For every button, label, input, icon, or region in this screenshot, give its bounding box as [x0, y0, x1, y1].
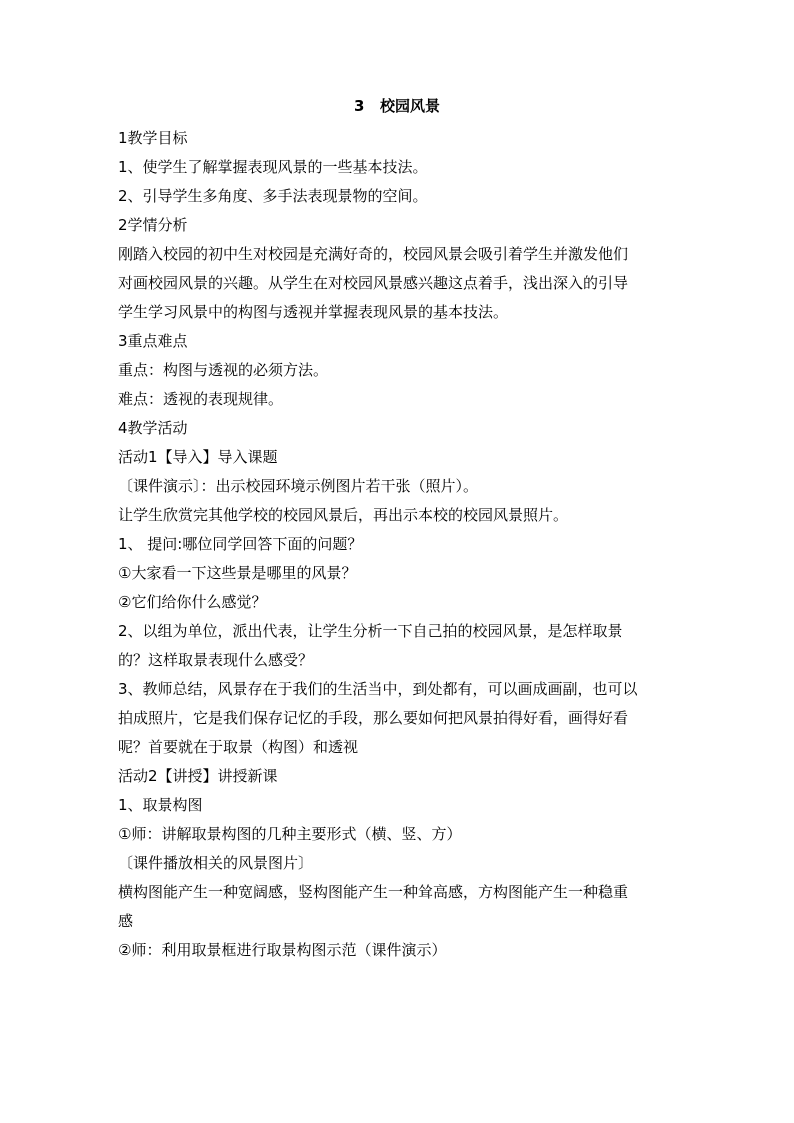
paragraph-line: 2、以组为单位，派出代表，让学生分析一下自己拍的校园风景，是怎样取景	[118, 622, 623, 640]
section-heading-activities: 4教学活动	[118, 419, 188, 437]
paragraph-line: 对画校园风景的兴趣。从学生在对校园风景感兴趣这点着手，浅出深入的引导	[118, 274, 629, 292]
document-body	[118, 124, 678, 965]
paragraph-line: 让学生欣赏完其他学校的校园风景后，再出示本校的校园风景照片。	[118, 506, 569, 524]
paragraph-line: 的？这样取景表现什么感受？	[118, 651, 314, 669]
paragraph-line: 呢？首要就在于取景（构图）和透视	[118, 738, 359, 756]
paragraph-line: 拍成照片，它是我们保存记忆的手段，那么要如何把风景拍得好看，画得好看	[118, 709, 629, 727]
paragraph-line: 感	[118, 912, 134, 930]
paragraph-line: 3、教师总结，风景存在于我们的生活当中，到处都有，可以画成画副，也可以	[118, 680, 638, 698]
paragraph-line: 难点：透视的表现规律。	[118, 390, 284, 408]
paragraph-line: 重点：构图与透视的必须方法。	[118, 361, 329, 379]
activity-heading: 活动1【导入】导入课题	[118, 448, 278, 466]
paragraph-line: ②师：利用取景框进行取景构图示范（课件演示）	[118, 941, 447, 959]
section-heading-key-points: 3重点难点	[118, 332, 188, 350]
paragraph-line: 〔课件播放相关的风景图片〕	[118, 854, 314, 872]
paragraph-line: 1、使学生了解掌握表现风景的一些基本技法。	[118, 158, 428, 176]
paragraph-line: 1、 提问:哪位同学回答下面的问题？	[118, 535, 363, 553]
document-title: 3 校园风景	[353, 97, 441, 115]
paragraph-line: ①大家看一下这些景是哪里的风景？	[118, 564, 357, 582]
paragraph-line: ②它们给你什么感觉？	[118, 593, 267, 611]
activity-heading: 活动2【讲授】讲授新课	[118, 767, 278, 785]
paragraph-line: 刚踏入校园的初中生对校园是充满好奇的，校园风景会吸引着学生并激发他们	[118, 245, 629, 263]
section-heading-analysis: 2学情分析	[118, 216, 188, 234]
paragraph-line: 横构图能产生一种宽阔感，竖构图能产生一种耸高感，方构图能产生一种稳重	[118, 883, 629, 901]
paragraph-line: 学生学习风景中的构图与透视并掌握表现风景的基本技法。	[118, 303, 509, 321]
paragraph-line: 1、取景构图	[118, 796, 203, 814]
section-heading-objectives: 1教学目标	[118, 129, 188, 147]
paragraph-line: 〔课件演示〕：出示校园环境示例图片若干张（照片）。	[118, 477, 479, 495]
paragraph-line: 2、引导学生多角度、多手法表现景物的空间。	[118, 187, 428, 205]
paragraph-line: ①师：讲解取景构图的几种主要形式（横、竖、方）	[118, 825, 462, 843]
